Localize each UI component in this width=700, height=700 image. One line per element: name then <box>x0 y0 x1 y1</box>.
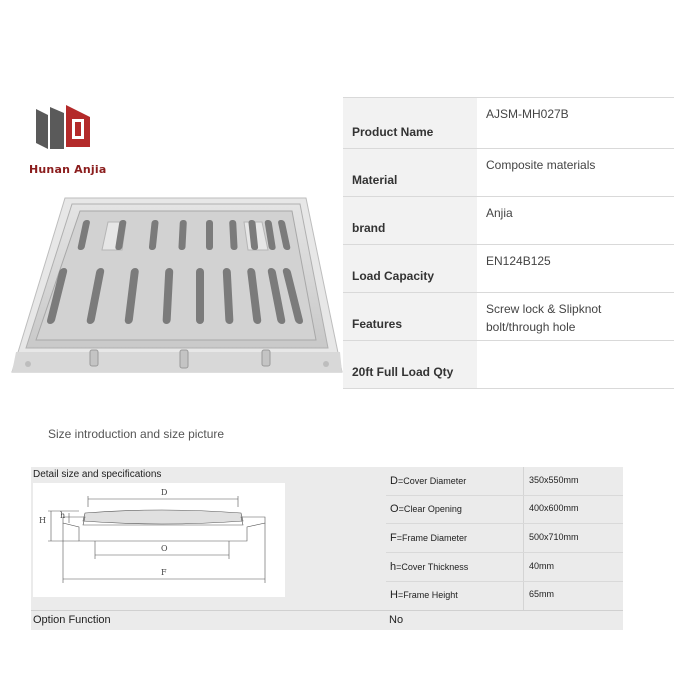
detail-row-value: 65mm <box>529 589 555 599</box>
spec-value: Composite materials <box>486 158 596 172</box>
detail-label-text: =Cover Diameter <box>397 476 467 486</box>
detail-row <box>386 553 623 582</box>
spec-row-features <box>343 293 674 341</box>
detail-spec-table <box>386 467 623 610</box>
detail-row-value: 40mm <box>529 561 555 571</box>
detail-letter: F <box>390 532 397 544</box>
detail-label-text: =Frame Diameter <box>396 533 468 543</box>
spec-label: Product Name <box>343 98 477 148</box>
spec-row-load-capacity <box>343 245 674 293</box>
detail-letter: O <box>390 503 399 515</box>
detail-row <box>386 581 623 609</box>
detail-heading: Detail size and specifications <box>33 469 162 480</box>
detail-label-text: =Clear Opening <box>398 504 462 514</box>
detail-letter: H <box>390 589 398 601</box>
drawing-label-h-cover: h <box>60 511 66 520</box>
option-function-label: Option Function <box>33 614 111 626</box>
spec-label: Load Capacity <box>343 245 477 292</box>
spec-value: Anjia <box>486 206 513 220</box>
spec-row-brand <box>343 197 674 245</box>
drawing-label-f: F <box>161 568 167 577</box>
spec-label: Features <box>343 293 477 340</box>
drawing-label-o: O <box>161 544 168 553</box>
spec-value <box>477 341 674 388</box>
detail-row-label <box>390 589 458 601</box>
hunan-anjia-logo-icon <box>34 103 94 153</box>
detail-letter: D <box>390 475 398 487</box>
detail-row-label <box>390 503 462 515</box>
spec-label: Material <box>343 149 477 196</box>
detail-label-text: =Frame Height <box>397 590 458 600</box>
spec-table <box>343 97 674 389</box>
detail-row-label <box>390 475 466 487</box>
detail-size-block <box>31 467 623 630</box>
drawing-label-h-frame: H <box>39 516 46 525</box>
option-function-value: No <box>389 614 404 626</box>
spec-row-product-name <box>343 98 674 149</box>
spec-value: EN124B125 <box>486 254 551 268</box>
detail-row <box>386 495 623 524</box>
spec-value: Screw lock & Slipknot bolt/through hole <box>486 302 602 334</box>
logo-text: Hunan Anjia <box>29 163 107 176</box>
drawing-label-d: D <box>161 488 168 497</box>
spec-label: brand <box>343 197 477 244</box>
detail-row-value: 400x600mm <box>529 503 579 513</box>
spec-row-material <box>343 149 674 197</box>
spec-value: AJSM-MH027B <box>486 107 569 121</box>
detail-row <box>386 467 623 496</box>
detail-row-value: 350x550mm <box>529 475 579 485</box>
detail-row-label <box>390 532 467 544</box>
detail-label-text: =Cover Thickness <box>396 562 469 572</box>
manhole-cover-image <box>10 180 345 395</box>
spec-row-full-load-qty <box>343 341 674 389</box>
detail-drawing-panel <box>31 467 386 610</box>
detail-row-value: 500x710mm <box>529 532 579 542</box>
spec-label: 20ft Full Load Qty <box>343 341 477 388</box>
size-intro-text: Size introduction and size picture <box>48 427 225 441</box>
option-function-row <box>31 610 623 631</box>
detail-letter: h <box>390 561 397 573</box>
size-drawing-icon <box>33 483 285 597</box>
detail-row-label <box>390 561 468 573</box>
detail-row <box>386 524 623 553</box>
